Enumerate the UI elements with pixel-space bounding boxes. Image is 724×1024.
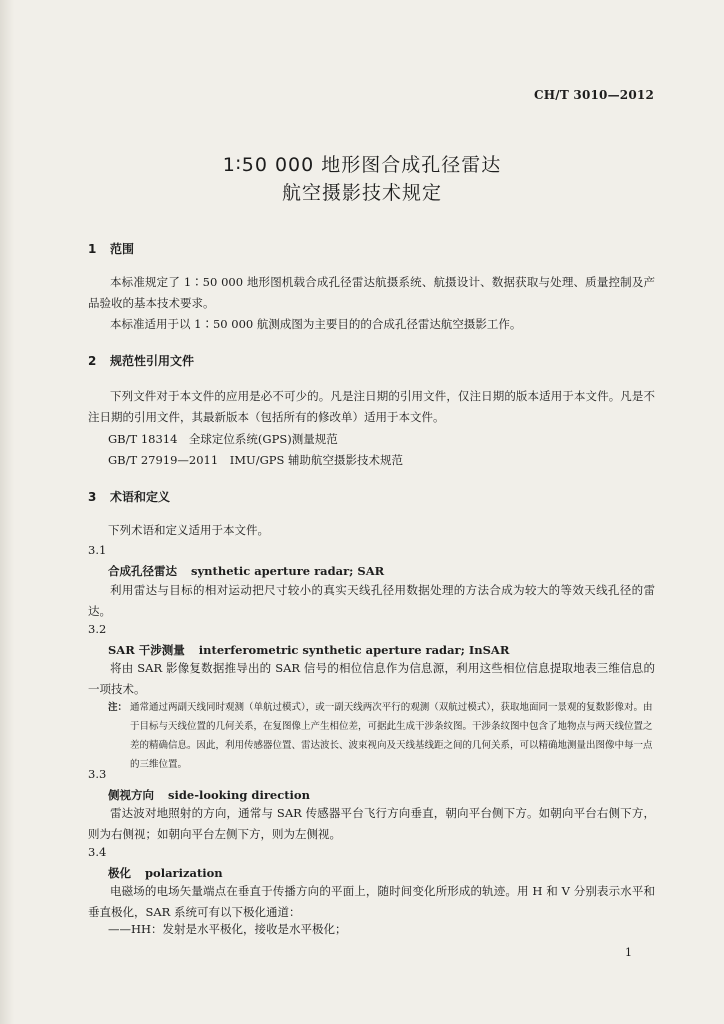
reference-1: GB/T 18314 全球定位系统(GPS)测量规范 <box>108 432 338 446</box>
term-cn: 合成孔径雷达 <box>108 564 177 578</box>
term-note <box>108 698 656 774</box>
section-1-para-2: 本标准适用于以 1∶50 000 航测成图为主要目的的合成孔径雷达航空摄影工作。 <box>110 317 522 331</box>
term-heading <box>108 787 310 803</box>
note-text: 通常通过两副天线同时观测（单航过模式），或一副天线两次平行的观测（双航过模式），获取地面同一景观的复数影像对。由于目标与天线位置的几何关系，在复图像上产生相位差，可据此生成干涉条纹图。干涉条纹图中包含了地物点与两天线位置之差的精确信息。因此，利用传感器位置、雷达波长、波束视向及天线基线距之间的几何关系，可以精确地测量出图像中每一点的三维位置。 <box>130 702 653 770</box>
term-en: interferometric synthetic aperture radar; InSAR <box>198 643 510 657</box>
term-en: side-looking direction <box>168 788 310 802</box>
term-en: polarization <box>145 866 223 880</box>
term-heading <box>108 642 509 658</box>
section-1-para-1: 本标准规定了 1∶50 000 地形图机载合成孔径雷达航摄系统、航摄设计、数据获取与处理、质量控制及产品验收的基本技术要求。 <box>88 275 655 310</box>
section-title: 规范性引用文件 <box>110 354 195 368</box>
term-number: 3.4 <box>88 845 107 859</box>
term-cn: 极化 <box>108 866 131 880</box>
term-definition: 将由 SAR 影像复数据推导出的 SAR 信号的相位信息作为信息源，利用这些相位信息提取地表三维信息的一项技术。 <box>88 661 655 696</box>
term-definition: 雷达波对地照射的方向，通常与 SAR 传感器平台飞行方向垂直，朝向平台侧下方。如朝向平台右侧下方，则为右侧视；如朝向平台左侧下方，则为左侧视。 <box>88 806 655 841</box>
term-cn: 侧视方向 <box>108 788 154 802</box>
title-line-1: 1∶50 000 地形图合成孔径雷达 <box>222 154 502 176</box>
section-3-heading <box>88 488 170 505</box>
section-number: 1 <box>88 242 97 256</box>
section-2-heading <box>88 352 194 369</box>
section-3-intro: 下列术语和定义适用于本文件。 <box>108 523 269 537</box>
standard-code: CH/T 3010—2012 <box>534 88 654 102</box>
section-1-heading <box>88 240 134 257</box>
term-number: 3.3 <box>88 767 107 781</box>
term-cn: SAR 干涉测量 <box>108 643 185 657</box>
term-heading <box>108 865 223 881</box>
section-number: 2 <box>88 354 97 368</box>
term-number: 3.2 <box>88 622 107 636</box>
term-heading <box>108 563 384 579</box>
section-2-para-1: 下列文件对于本文件的应用是必不可少的。凡是注日期的引用文件，仅注日期的版本适用于本文件。凡是不注日期的引用文件，其最新版本（包括所有的修改单）适用于本文件。 <box>88 389 655 424</box>
title-line-2: 航空摄影技术规定 <box>281 182 442 204</box>
section-title: 范围 <box>110 242 135 256</box>
note-label: 注： <box>108 702 128 713</box>
term-en: synthetic aperture radar; SAR <box>191 564 385 578</box>
term-definition: 利用雷达与目标的相对运动把尺寸较小的真实天线孔径用数据处理的方法合成为较大的等效天线孔径的雷达。 <box>88 583 655 618</box>
term-number: 3.1 <box>88 543 107 557</box>
section-title: 术语和定义 <box>110 490 171 504</box>
reference-2: GB/T 27919—2011 IMU/GPS 辅助航空摄影技术规范 <box>108 453 404 467</box>
term-definition: 电磁场的电场矢量端点在垂直于传播方向的平面上，随时间变化所形成的轨迹。用 H 和 V 分别表示水平和垂直极化，SAR 系统可有以下极化通道： <box>88 884 655 919</box>
page-number: 1 <box>625 946 632 959</box>
polarization-item-1: ——HH：发射是水平极化，接收是水平极化； <box>108 922 347 936</box>
section-number: 3 <box>88 490 97 504</box>
